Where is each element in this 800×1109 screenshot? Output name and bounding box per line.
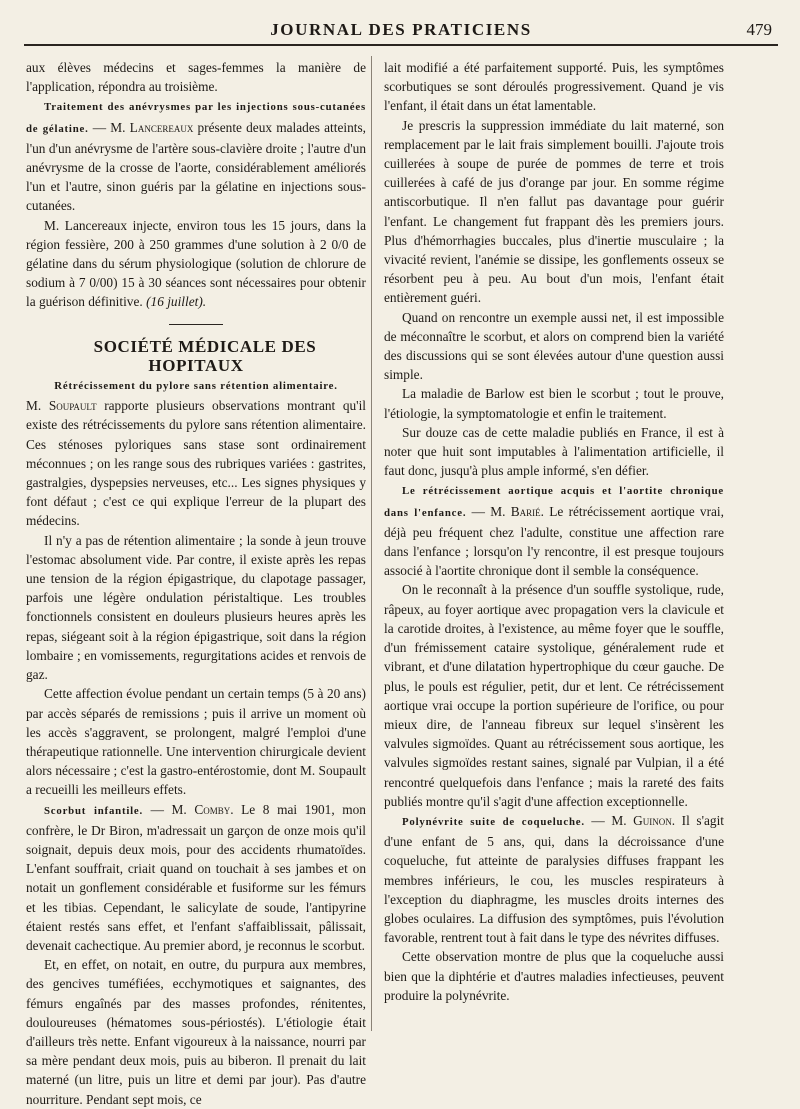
journal-title: JOURNAL DES PRATICIENS	[270, 20, 532, 39]
paragraph: On le reconnaît à la présence d'un souffle systolique, rude, râpeux, au foyer aortique avec propagation vers la clavicule et la carotide droites, à l'existence, au même foyer que le souffle, d'un frémissement cataire systolique, généralement rude et vibrant, et d'une dilatation hypertrophique du cœur gauche. De plus, le pouls est régulier, petit, dur et lent. Ce rétrécissement aortique vrai occupe la portion supérieure de l'orifice, ou pour mieux dire, de l'anneau fibreux sur lequel s'insèrent les valvules sigmoïdes. Quant au rétrécissement sous aortique, les valvules sigmoïdes restant saines, signalé par Vulpian, il a été rencontré quelquefois dans l'enfance ; mais la rareté des faits publiés montre qu'il s'agit d'une affection exceptionnelle.	[384, 582, 724, 809]
paragraph: aux élèves médecins et sages-femmes la manière de l'application, répondra au troisième.	[26, 60, 366, 95]
author-name: Barié	[510, 503, 541, 519]
text: — M.	[584, 812, 634, 828]
text: — M.	[88, 119, 130, 135]
section-heading: Traitement des anévrysmes par les injections sous-cutanées de gélatine.	[26, 101, 366, 135]
section-heading: Scorbut infantile.	[44, 804, 144, 817]
section-heading: Polynévrite suite de coqueluche.	[402, 815, 585, 828]
separator-rule	[169, 324, 223, 325]
paragraph	[26, 800, 366, 956]
paragraph	[26, 216, 366, 312]
text: M.	[26, 398, 49, 414]
paragraph: La maladie de Barlow est bien le scorbut ; tout le prouve, l'étiologie, la symptomatologie et enfin le traitement.	[384, 386, 724, 421]
text: M. Lancereaux injecte, environ tous les 15 jours, dans la région fessière, 200 à 250 grammes d'une solution à 2 0/0 de gélatine dans du sérum physiologique (solution de chlorure de sodium à 7 0/00) 15 à 30 séances sont nécessaires pour obtenir la guérison définitive.	[26, 217, 366, 310]
paragraph: Quand on rencontre un exemple aussi net, il est impossible de méconnaître le scorbut, et alors on comprend bien la variété des discussions qui se sont élevées autour d'une question aussi simple.	[384, 309, 724, 383]
paragraph: Sur douze cas de cette maladie publiés en France, il est à noter que huit sont imputables à l'alimentation artificielle, il faut donc, jusqu'à plus ample informé, s'en défier.	[384, 424, 724, 479]
date: (16 juillet).	[146, 294, 207, 310]
text: . Il s'agit d'une enfant de 5 ans, qui, dans la décroissance d'une coqueluche, fut atteinte de paralysies diffuses frappant les membres inférieurs, le cou, les muscles respirateurs à l'exception du diaphragme, les muscles droits internes des globes oculaires. La diffusion des symptômes, puis l'évolution favorable, rentrent tout à fait dans le type des névrites diffuses.	[384, 812, 725, 946]
author-name: Comby	[194, 801, 231, 817]
page-number: 479	[746, 20, 772, 39]
paragraph	[384, 811, 724, 947]
paragraph: lait modifié a été parfaitement supporté. Puis, les symptômes scorbutiques se sont déroulés progressivement. Quand je vis l'enfant, il était dans un état lamentable.	[384, 60, 724, 114]
text: — M.	[143, 801, 195, 817]
text: . Le 8 mai 1901, mon confrère, le Dr Biron, m'adressait un garçon de onze mois qu'il soignait, depuis deux mois, pour des accidents rhumatoïdes. L'enfant souffrait, criait quand on touchait à ses jambes et on notait un gonflement considérable et fusiforme sur les fémurs et les tibias. Cependant, le salicylate de soude, l'antipyrine étaient restés sans effet, et l'enfant s'affaiblissait, pâlissait, devenait cachectique. Au premier abord, je reconnus le scorbut.	[26, 801, 366, 953]
paragraph: Cette observation montre de plus que la coqueluche aussi bien que la diphtérie et d'autres maladies infectieuses, peuvent produire la polynévrite.	[384, 949, 724, 1003]
section-title: SOCIÉTÉ MÉDICALE DES HOPITAUX	[93, 336, 317, 375]
author-name: Lancereaux	[129, 119, 194, 135]
paragraph	[26, 396, 366, 530]
author-name: Soupault	[48, 398, 97, 414]
right-column	[384, 58, 724, 1005]
left-column	[26, 58, 366, 1109]
paragraph: Il n'y a pas de rétention alimentaire ; la sonde à jeun trouve l'estomac absolument vide. Par contre, il existe après les repas une tension de la région épigastrique, du clapotage passager, parfois une légère ondulation péristaltique. Les troubles fonctionnels consistent en douleurs plusieurs heures après les repas, siégeant soit à la région épigastrique, soit dans la région lombaire ; en vomissements, regurgitations acides et renvois de gaz.	[26, 532, 366, 683]
column-divider	[371, 56, 372, 1031]
paragraph: Cette affection évolue pendant un certain temps (5 à 20 ans) par accès séparés de remissions ; puis il arrive un moment où les accès s'aggravent, se prolongent, malgré l'emploi d'une thérapeutique rationnelle. Une intervention chirurgicale devient alors nécessaire ; c'est la gastro-entérostomie, dont M. Soupault a recueilli les meilleurs effets.	[26, 686, 366, 798]
text: rapporte plusieurs observations montrant qu'il existe des rétrécissements du pylore sans rétention alimentaire. Ces sténoses pyloriques sans stase sont ordinairement méconnues ; on les range sous des rubriques variées : gastrites, gastralgies, dyspepsies nerveuses, etc... Les signes physiques y font défaut ; c'est ce qui explique l'erreur de la plupart des médecins.	[26, 398, 366, 529]
author-name: Guinon	[633, 812, 672, 828]
section-heading: Le rétrécissement aortique acquis et l'aortite chronique dans l'enfance.	[384, 485, 724, 519]
text: — M.	[466, 503, 511, 519]
paragraph-heading	[26, 375, 366, 396]
paragraph	[26, 96, 366, 215]
paragraph: Et, en effet, on notait, en outre, du purpura aux membres, des gencives tuméfiées, ecchymotiques et saignantes, des fémurs engaînés par des masses profondes, rénitentes, douloureuses (hématomes sous-périostés). L'étiologie était d'ailleurs très nette. Enfant vigoureux à la naissance, nourri par sa mère pendant deux mois, puis au biberon. Il prenait du lait materné (un litre, puis un litre et demi par jour). Pas d'autre nourriture. Pendant sept mois, ce	[26, 957, 366, 1107]
text: présente deux malades atteints, l'un d'un anévrysme de l'artère sous-clavière droite ; l'autre d'un anévrysme de la crosse de l'aorte, considérablement améliorés l'un et l'autre, sinon guéris par la gélatine en injections sous-cutanées.	[26, 119, 366, 214]
paragraph	[384, 480, 724, 580]
paragraph: Je prescris la suppression immédiate du lait materné, son remplacement par le lait frais simplement bouilli. J'ajoute trois cuillerées à soupe de purée de pommes de terre et trois cuillerées à café de jus d'orange par jour. En somme régime antiscorbutique. Il n'en fallut pas davantage pour guérir l'enfant. Le changement fut frappant dès les premiers jours. Plus d'hémorrhagies buccales, plus d'inertie musculaire ; la vivacité revient, l'anémie se dissipe, les gonflements osseux se résorbent peu à peu. Au bout d'un mois, l'enfant était entièrement guéri.	[384, 117, 724, 306]
section-heading: Rétrécissement du pylore sans rétention alimentaire.	[54, 380, 338, 393]
page-header	[24, 14, 778, 46]
text: . Le rétrécissement aortique vrai, déjà peu fréquent chez l'adulte, constitue une affection rare dans l'enfance ; lorsqu'on l'y rencontre, il est presque toujours associé à l'aortite chronique dont il semble la conséquence.	[384, 503, 724, 579]
